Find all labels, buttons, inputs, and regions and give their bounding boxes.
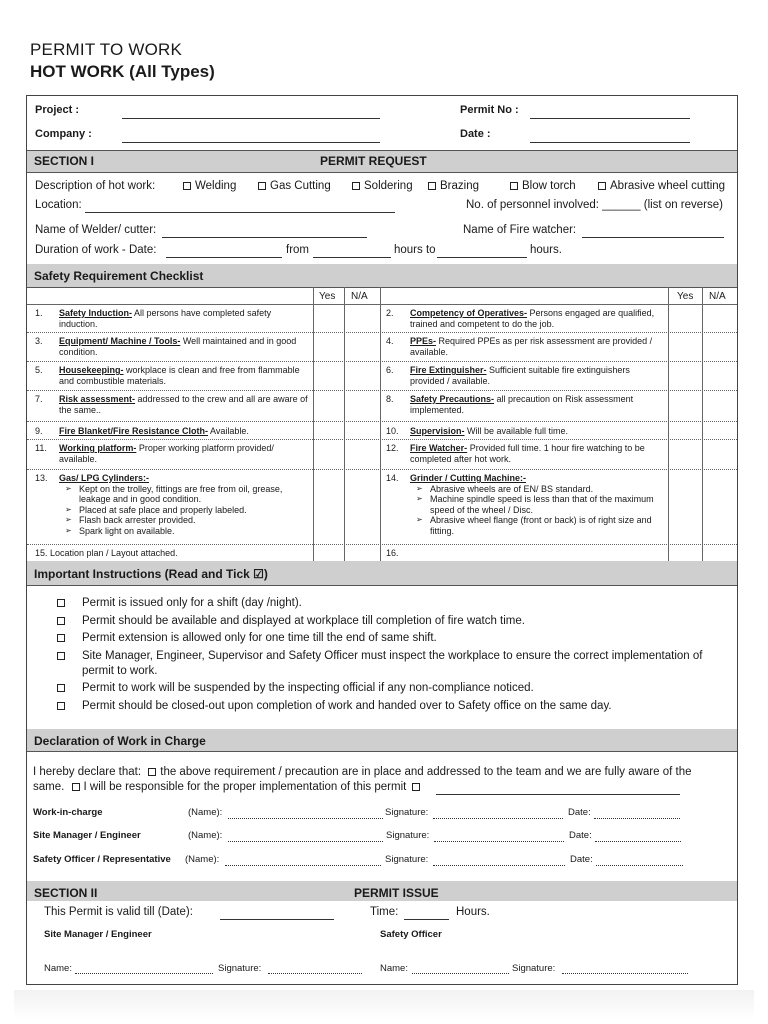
hours-to-field[interactable]: [437, 257, 527, 258]
signature-label: Signature:: [386, 830, 430, 841]
name-label: (Name):: [188, 807, 223, 818]
grid-line: [668, 287, 669, 561]
declaration-permit-field[interactable]: [436, 794, 680, 795]
permit-no-label: Permit No :: [460, 104, 519, 116]
work-type-blow-torch[interactable]: Blow torch: [510, 180, 576, 192]
row-divider: [27, 332, 737, 333]
name-label: (Name):: [185, 854, 220, 865]
yes-header: Yes: [319, 291, 336, 302]
date-label: Date:: [568, 807, 591, 818]
row-divider: [27, 304, 737, 305]
fire-watcher-field[interactable]: [582, 237, 724, 238]
work-type-soldering[interactable]: Soldering: [352, 180, 413, 192]
row-divider: [27, 544, 737, 545]
bullet: ➢ Flash back arrester provided.: [65, 515, 295, 526]
checklist-heading: Safety Requirement Checklist: [34, 269, 204, 283]
hours-to-label: hours to: [394, 244, 436, 256]
instruction-item[interactable]: Permit extension is allowed only for one time till the end of same shift.: [60, 631, 720, 646]
instruction-item[interactable]: Permit should be closed-out upon completion of work and handed over to Safety office on the same day.: [60, 699, 720, 714]
section1-heading: SECTION I: [34, 154, 95, 168]
location-field[interactable]: [85, 212, 395, 213]
instruction-item[interactable]: Permit is issued only for a shift (day /night).: [60, 596, 720, 611]
welder-label: Name of Welder/ cutter:: [35, 224, 157, 236]
hours-label: hours.: [530, 244, 562, 256]
yes-header: Yes: [677, 291, 694, 302]
row-divider: [27, 469, 737, 470]
row-divider: [27, 390, 737, 391]
declaration-bar: [27, 729, 737, 751]
role-label: Work-in-charge: [33, 807, 103, 818]
page-shadow: [14, 990, 754, 1020]
section1-bar: [27, 150, 737, 172]
section2-bar: [27, 881, 737, 901]
date-field[interactable]: [595, 841, 681, 842]
row-divider: [27, 361, 737, 362]
signature-label: Signature:: [385, 854, 429, 865]
role-label: Site Manager / Engineer: [33, 830, 141, 841]
na-header: N/A: [351, 291, 368, 302]
personnel-label: No. of personnel involved: ______ (list on reverse): [466, 199, 723, 211]
instruction-item[interactable]: Permit to work will be suspended by the inspecting official if any non-compliance noticed.: [60, 681, 720, 696]
row-divider: [27, 421, 737, 422]
checkbox-icon: [57, 684, 65, 692]
from-label: from: [286, 244, 309, 256]
checkbox-icon: [57, 702, 65, 710]
name-label: Name:: [44, 963, 72, 974]
safety-officer-name-field[interactable]: [412, 973, 509, 974]
work-type-brazing[interactable]: Brazing: [428, 180, 479, 192]
bullet: ➢ Spark light on available.: [65, 526, 295, 537]
valid-till-field[interactable]: [220, 919, 334, 920]
bullet: ➢ Abrasive wheel flange (front or back) is of right size and fitting.: [416, 515, 656, 536]
checklist-bar: [27, 264, 737, 287]
checkbox-icon: [57, 599, 65, 607]
name-label: (Name):: [188, 830, 223, 841]
date-field[interactable]: [596, 865, 683, 866]
signature-label: Signature:: [385, 807, 429, 818]
divider: [27, 287, 737, 288]
hours-label: Hours.: [456, 906, 490, 918]
instruction-item[interactable]: Permit should be available and displayed at workplace till completion of fire watch time.: [60, 614, 720, 629]
description-label: Description of hot work:: [35, 180, 156, 192]
declaration-line-2: same. I will be responsible for the proper implementation of this permit: [33, 781, 424, 793]
divider: [27, 150, 737, 151]
name-field[interactable]: [228, 818, 383, 819]
checkbox-icon[interactable]: [148, 768, 156, 776]
bullet: ➢ Kept on the trolley, fittings are free from oil, grease, leakage and in good condition.: [65, 484, 295, 505]
checkbox-icon: [598, 182, 606, 190]
time-label: Time:: [370, 906, 399, 918]
grid-line: [702, 287, 703, 561]
date-field[interactable]: [530, 142, 690, 143]
divider: [27, 172, 737, 173]
name-field[interactable]: [228, 841, 383, 842]
checkbox-icon: [57, 652, 65, 660]
grid-line: [380, 287, 381, 561]
site-manager-label: Site Manager / Engineer: [44, 929, 152, 940]
signature-field[interactable]: [434, 841, 564, 842]
bullet: ➢ Machine spindle speed is less than that of the maximum speed of the wheel / Disc.: [416, 494, 656, 515]
grid-line: [344, 287, 345, 561]
checkbox-icon: [57, 634, 65, 642]
checklist-item-16: 16.: [386, 548, 399, 558]
permit-no-field[interactable]: [530, 118, 690, 119]
bullet: ➢ Placed at safe place and properly labeled.: [65, 505, 295, 516]
date-label: Date :: [460, 128, 491, 140]
divider: [27, 751, 737, 752]
section2-title: PERMIT ISSUE: [354, 886, 439, 900]
checkbox-icon[interactable]: [72, 783, 80, 791]
section1-title: PERMIT REQUEST: [320, 154, 427, 168]
role-label: Safety Officer / Representative: [33, 854, 171, 865]
safety-officer-label: Safety Officer: [380, 929, 442, 940]
date-label: Date:: [569, 830, 592, 841]
page-title: PERMIT TO WORK: [30, 40, 183, 59]
checkbox-icon[interactable]: [412, 783, 420, 791]
declaration-line-1: I hereby declare that: the above requirement / precaution are in place and addressed to the team and we are fully aware of the: [33, 766, 692, 778]
name-label: Name:: [380, 963, 408, 974]
site-manager-name-field[interactable]: [75, 973, 213, 974]
signature-label: Signature:: [512, 963, 556, 974]
welder-field[interactable]: [162, 237, 367, 238]
safety-officer-signature-field[interactable]: [562, 973, 688, 974]
project-field[interactable]: [122, 118, 380, 119]
page-subtitle: HOT WORK (All Types): [30, 62, 215, 81]
company-field[interactable]: [122, 142, 380, 143]
company-label: Company :: [35, 128, 92, 140]
date-label: Date:: [570, 854, 593, 865]
checkbox-icon: [57, 617, 65, 625]
divider: [27, 585, 737, 586]
checkbox-icon: [352, 182, 360, 190]
duration-label: Duration of work - Date:: [35, 244, 157, 256]
checklist-item-location-plan: 15. Location plan / Layout attached.: [35, 548, 178, 558]
project-label: Project :: [35, 104, 80, 116]
instructions-heading: Important Instructions (Read and Tick ☑): [34, 567, 268, 581]
checkbox-icon: [258, 182, 266, 190]
from-field[interactable]: [313, 257, 391, 258]
location-label: Location:: [35, 199, 82, 211]
valid-till-label: This Permit is valid till (Date):: [44, 906, 193, 918]
fire-watcher-label: Name of Fire watcher:: [463, 224, 577, 236]
site-manager-signature-field[interactable]: [268, 973, 362, 974]
signature-field[interactable]: [433, 818, 563, 819]
checkbox-icon: [428, 182, 436, 190]
instructions-bar: [27, 561, 737, 585]
instruction-item[interactable]: Site Manager, Engineer, Supervisor and Safety Officer must inspect the workplace to ensure the correct implementation of permit to work.: [60, 649, 720, 679]
time-field[interactable]: [404, 919, 449, 920]
name-field[interactable]: [225, 865, 381, 866]
grid-line: [313, 287, 314, 561]
duration-date-field[interactable]: [166, 257, 282, 258]
bullet: ➢ Abrasive wheels are of EN/ BS standard.: [416, 484, 656, 495]
work-type-gas-cutting[interactable]: Gas Cutting: [258, 180, 331, 192]
na-header: N/A: [709, 291, 726, 302]
work-type-abrasive-wheel[interactable]: Abrasive wheel cutting: [598, 180, 725, 192]
date-field[interactable]: [594, 818, 680, 819]
work-type-welding[interactable]: Welding: [183, 180, 236, 192]
declaration-heading: Declaration of Work in Charge: [34, 734, 206, 748]
checkbox-icon: [510, 182, 518, 190]
checkbox-icon: [183, 182, 191, 190]
row-divider: [27, 439, 737, 440]
signature-label: Signature:: [218, 963, 262, 974]
signature-field[interactable]: [433, 865, 565, 866]
section2-heading: SECTION II: [34, 886, 98, 900]
